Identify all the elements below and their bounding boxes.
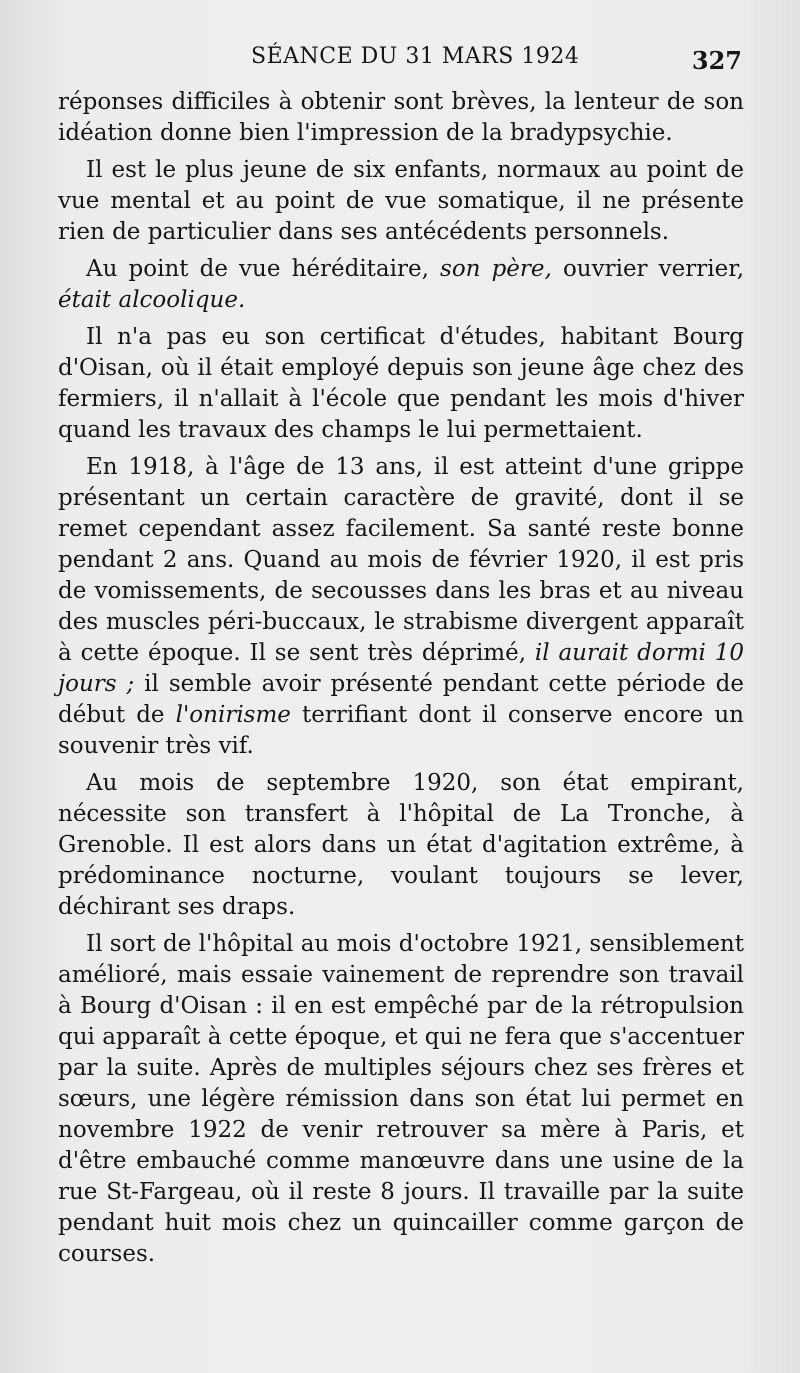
- italic-segment: était alcoolique.: [58, 287, 246, 313]
- text-segment: Il n'a pas eu son certificat d'études, habitant Bourg d'Oisan, où il était employé depuis son jeune âge chez des fermiers, il n'allait à l'école que pendant les mois d'hiver quand les travaux des champs le lui permettaient.: [58, 324, 744, 443]
- paragraph: [58, 155, 744, 248]
- paragraph: [58, 322, 744, 446]
- text-segment: Il est le plus jeune de six enfants, normaux au point de vue mental et au point de vue somatique, il ne présente rien de particulier dans ses antécédents personnels.: [58, 157, 744, 245]
- text-segment: En 1918, à l'âge de 13 ans, il est atteint d'une grippe présentant un certain caractère de gravité, dont il se remet cependant assez facilement. Sa santé reste bonne pendant 2 ans. Quand au mois de février 1920, il est pris de vomissements, de secousses dans les bras et au niveau des muscles péri-buccaux, le strabisme divergent apparaît à cette époque. Il se sent très déprimé,: [58, 454, 744, 666]
- text-segment: réponses difficiles à obtenir sont brèves, la lenteur de son idéation donne bien l'impression de la bradypsychie.: [58, 89, 744, 146]
- text-segment: ouvrier verrier,: [551, 256, 744, 282]
- paragraph: [58, 452, 744, 762]
- text-segment: il semble avoir présenté pendant cette période de début de: [58, 671, 744, 728]
- page-number: 327: [691, 46, 742, 75]
- italic-segment: son père,: [440, 256, 552, 282]
- running-title: SÉANCE DU 31 MARS 1924: [251, 44, 580, 69]
- text-segment: Au mois de septembre 1920, son état empirant, nécessite son transfert à l'hôpital de La Tronche, à Grenoble. Il est alors dans un état d'agitation extrême, à prédominance nocturne, voulant toujours se lever, déchirant ses draps.: [58, 770, 744, 920]
- running-head: [56, 40, 742, 74]
- italic-segment: il aurait dormi 10 jours ;: [58, 640, 744, 697]
- italic-segment: l'onirisme: [175, 702, 291, 728]
- paragraph: [58, 768, 744, 923]
- text-segment: Au point de vue héréditaire,: [86, 256, 441, 282]
- paragraph: [58, 929, 744, 1270]
- text-segment: Il sort de l'hôpital au mois d'octobre 1921, sensiblement amélioré, mais essaie vainement de reprendre son travail à Bourg d'Oisan : il en est empêché par de la rétropulsion qui apparaît à cette époque, et qui ne fera que s'accentuer par la suite. Après de multiples séjours chez ses frères et sœurs, une légère rémission dans son état lui permet en novembre 1922 de venir retrouver sa mère à Paris, et d'être embauché comme manœuvre dans une usine de la rue St-Fargeau, où il reste 8 jours. Il travaille par la suite pendant huit mois chez un quincailler comme garçon de courses.: [58, 931, 744, 1267]
- paragraph: [58, 87, 744, 149]
- text-segment: terrifiant dont il conserve encore un souvenir très vif.: [58, 702, 744, 759]
- body-text: [58, 87, 744, 1270]
- paragraph: [58, 254, 744, 316]
